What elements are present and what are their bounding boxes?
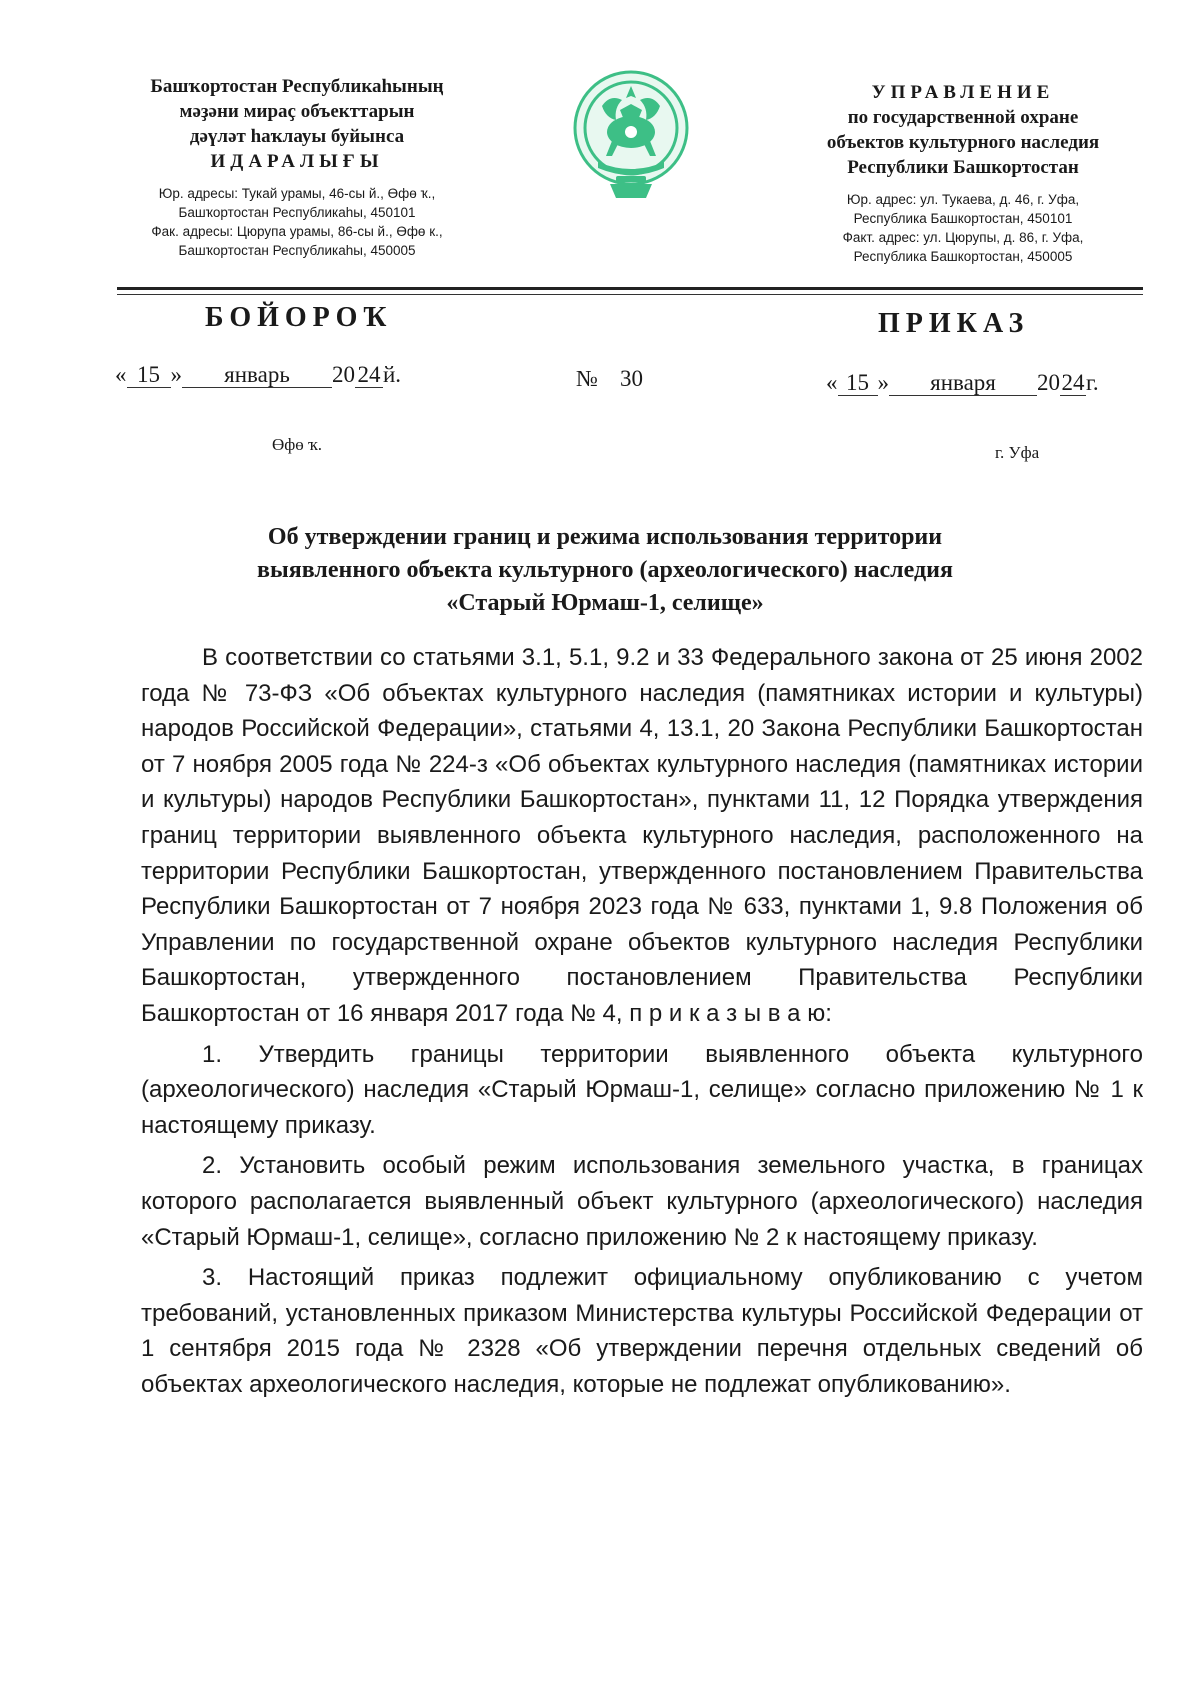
org-name-line: дәүләт һаҡлауы буйынса — [189, 126, 405, 147]
date-year-suffix: 24 — [355, 363, 383, 388]
date-russian — [826, 370, 1099, 396]
org-name-line: Республики Башкортостан — [847, 157, 1079, 178]
title-line: «Старый Юрмаш-1, селище» — [446, 590, 764, 616]
date-month: январь — [182, 363, 332, 388]
org-name-line: Башҡортостан Республикаһының — [150, 76, 444, 97]
body-item-3: 3. Настоящий приказ подлежит официальному опубликованию с учетом требований, установленных приказом Министерства культуры Российской Федерации от 1 сентября 2015 года № 2328 «Об утверждении перечня отдельных сведений об объектах археологического наследия, которые не подлежат опубликованию». — [141, 1264, 1143, 1398]
header-left — [112, 74, 482, 260]
document-title — [160, 521, 1050, 620]
address-line: Башҡортостан Республикаһы, 450101 — [178, 205, 416, 220]
address-line: Республика Башкортостан, 450101 — [853, 211, 1073, 226]
org-name-line: объектов культурного наследия — [826, 132, 1100, 153]
number-label: № — [576, 366, 598, 391]
address-line: Фак. адресы: Цюрупа урамы, 86-сы й., Өфө к., — [151, 224, 443, 239]
date-year-prefix: 20 — [1037, 370, 1060, 395]
address-line: Юр. адресы: Тукай урамы, 46-сы й., Өфө ҡ., — [158, 186, 436, 201]
date-unit: й. — [383, 362, 402, 387]
bashkortostan-emblem-icon — [570, 66, 692, 204]
body-paragraph-intro: В соответствии со статьями 3.1, 5.1, 9.2 и 33 Федерального закона от 25 июня 2002 года № 73-ФЗ «Об объектах культурного наследия (памятниках истории и культуры) народов Российской Федерации», статьями 4, 13.1, 20 Закона Республики Башкортостан от 7 ноября 2005 года № 224-з «Об объектах культурного наследия (памятниках истории и культуры) народов Республики Башкортостан», пунктами 11, 12 Порядка утверждения границ территории выявленного объекта культурного наследия, расположенного на территории Республики Башкортостан, утвержденного постановлением Правительства Республики Башкортостан от 7 ноября 2023 года № 633, пунктами 1, 9.8 Положения об Управлении по государственной охране объектов культурного наследия Республики Башкортостан, утвержденного постановлением Правительства Республики Башкортостан от 16 января 2017 года № 4, п р и к а з ы в а ю: — [141, 644, 1143, 1027]
quote-close: » — [170, 362, 182, 387]
date-day: 15 — [838, 371, 878, 396]
date-day: 15 — [127, 363, 171, 388]
header-divider-thin — [117, 294, 1143, 295]
org-name-russian — [778, 80, 1148, 180]
address-line: Факт. адрес: ул. Цюрупы, д. 86, г. Уфа, — [842, 230, 1084, 245]
order-number — [576, 366, 643, 392]
title-line: выявленного объекта культурного (археологического) наследия — [257, 557, 953, 583]
document-body — [141, 640, 1143, 1402]
city-russian: г. Уфа — [995, 443, 1040, 462]
body-item-1: 1. Утвердить границы территории выявленного объекта культурного (археологического) наследия «Старый Юрмаш-1, селище» согласно приложению № 1 к настоящему приказу. — [141, 1040, 1143, 1139]
date-year-suffix: 24 — [1061, 370, 1085, 395]
date-bashkir — [115, 362, 401, 388]
number-value: 30 — [619, 366, 643, 391]
org-name-line: ИДАРАЛЫҒЫ — [210, 151, 384, 172]
doc-type-bashkir: БОЙОРОҠ — [205, 302, 393, 333]
quote-open: « — [826, 370, 838, 395]
header-right — [778, 80, 1148, 266]
org-name-line: мәҙәни мираҫ объекттарын — [179, 101, 415, 122]
doc-type-russian: ПРИКАЗ — [878, 308, 1030, 339]
title-line: Об утверждении границ и режима использования территории — [267, 524, 943, 550]
body-item-2: 2. Установить особый режим использования земельного участка, в границах которого располагается выявленный объект культурного (археологического) наследия «Старый Юрмаш-1, селище», согласно приложению № 2 к настоящему приказу. — [141, 1152, 1143, 1251]
address-bashkir — [112, 184, 482, 260]
city-bashkir: Өфө ҡ. — [272, 435, 323, 454]
org-name-bashkir — [112, 74, 482, 174]
address-line: Юр. адрес: ул. Тукаева, д. 46, г. Уфа, — [846, 192, 1080, 207]
date-month: января — [889, 371, 1037, 396]
date-unit: г. — [1086, 370, 1099, 395]
quote-close: » — [877, 370, 889, 395]
org-name-line: УПРАВЛЕНИЕ — [871, 82, 1055, 103]
date-year-prefix: 20 — [332, 362, 355, 387]
org-name-line: по государственной охране — [847, 107, 1079, 128]
address-line: Республика Башкортостан, 450005 — [853, 249, 1073, 264]
address-russian — [778, 190, 1148, 266]
header-divider — [117, 287, 1143, 290]
quote-open: « — [115, 362, 127, 387]
address-line: Башҡортостан Республикаһы, 450005 — [178, 243, 416, 258]
